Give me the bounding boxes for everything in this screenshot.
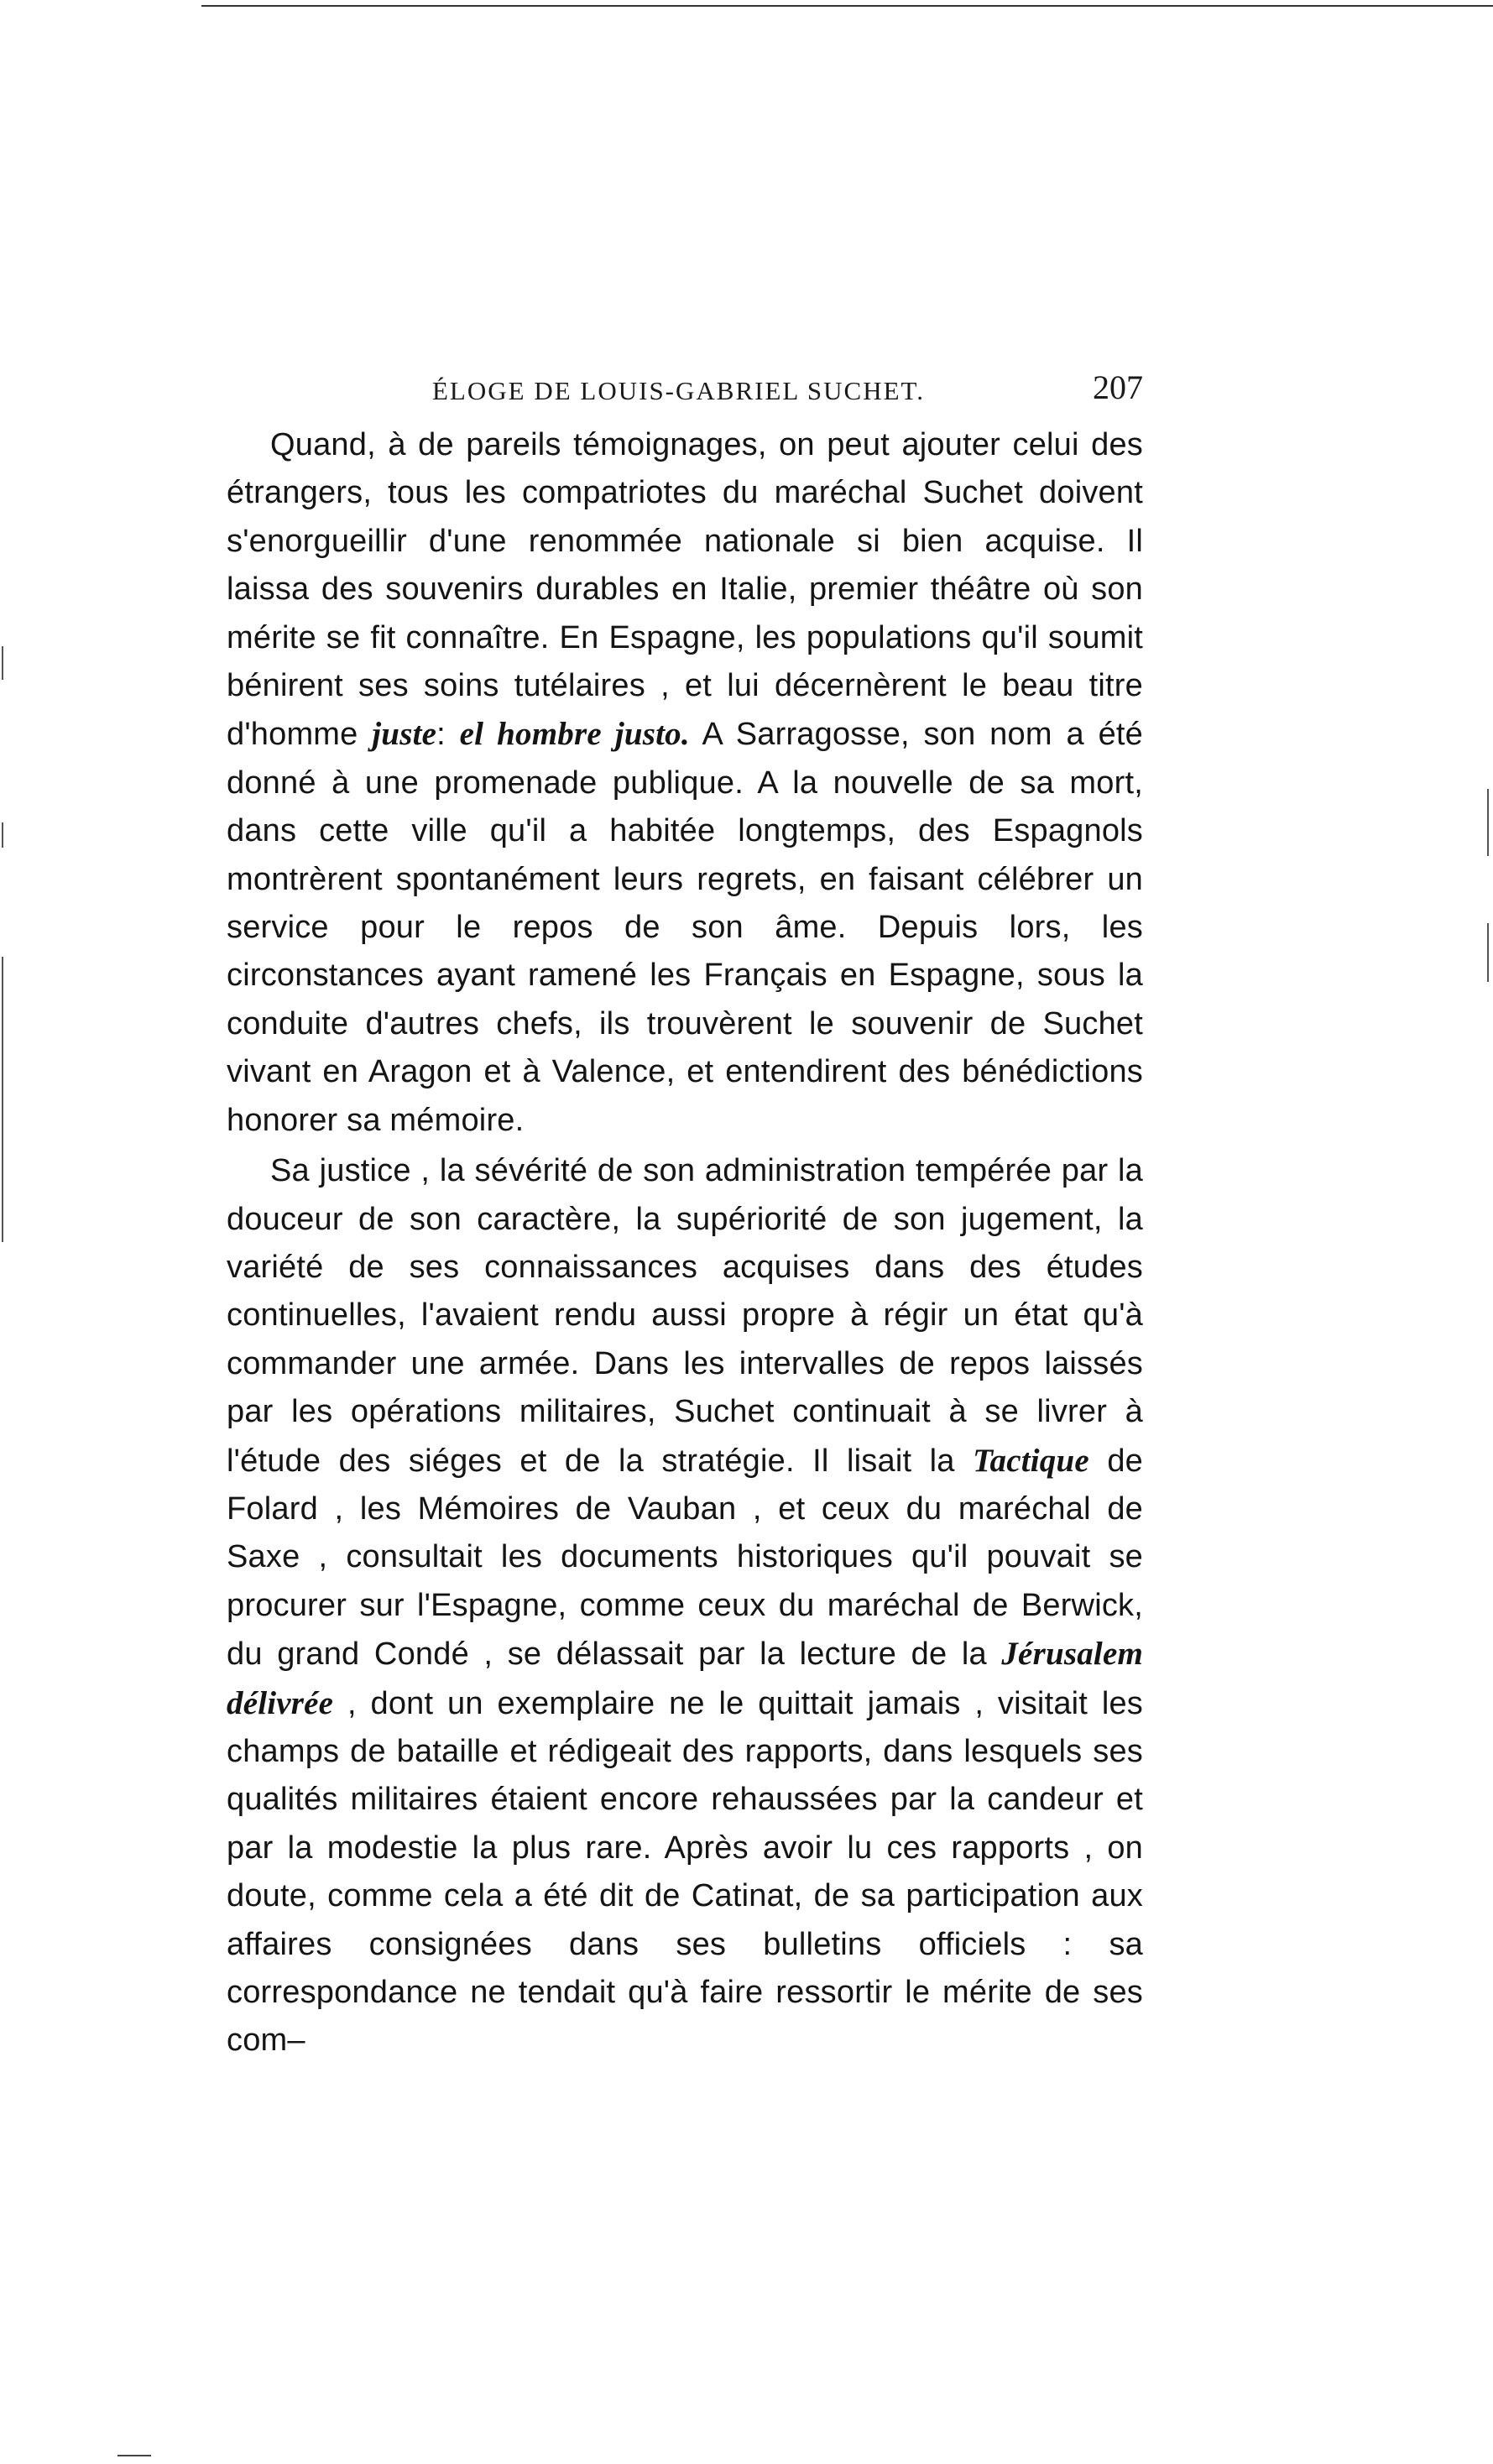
text-run: Sa justice , la sévérité de son administration tempérée par la douceur de son caractère, la supériorité de son jugement, la variété de ses connaissances acquises dans des études continuelles, l'avaient rendu aussi propre à régir un état qu'à commander une armée. Dans les intervalles de repos laissés par les opérations militaires, Suchet continuait à se livrer à l'étude des siéges et de la stratégie. Il lisait la xyxy=(227,1153,1143,1479)
margin-scan-mark xyxy=(2,822,3,848)
margin-scan-mark xyxy=(1487,789,1489,856)
text-run: , dont un exemplaire ne le quittait jamais , visitait les champs de bataille et rédigeait des rapports, dans lesquels ses qualités militaires étaient encore rehaussées par la candeur et par la modestie la plus rare. Après avoir lu ces rapports , on doute, comme cela a été dit de Catinat, de sa participation aux affaires consignées dans ses bulletins officiels : sa correspondance ne tendait qu'à faire ressortir le mérite de ses com– xyxy=(227,1685,1143,2059)
margin-scan-mark xyxy=(1487,923,1489,982)
running-title: ÉLOGE DE LOUIS-GABRIEL SUCHET. xyxy=(432,376,925,405)
margin-scan-mark xyxy=(2,646,3,680)
paragraph xyxy=(227,421,1143,1145)
body-text xyxy=(227,421,1143,2065)
top-edge-rule xyxy=(201,5,1493,7)
italic-run: Jérusalem délivrée xyxy=(227,1636,1143,1721)
paragraph xyxy=(227,1147,1143,2065)
italic-run: juste xyxy=(372,716,437,753)
text-run: de Folard , les Mémoires de Vauban , et ceux du maréchal de Saxe , consultait les documents historiques qu'il pouvait se procurer sur l'Espagne, comme ceux du maréchal de Berwick, du grand Condé , se délassait par la lecture de la xyxy=(227,1443,1143,1673)
page-header xyxy=(227,368,1143,410)
text-run: Quand, à de pareils témoignages, on peut ajouter celui des étrangers, tous les compatriotes du maréchal Suchet doivent s'enorgueillir d'une renommée nationale si bien acquise. Il laissa des souvenirs durables en Italie, premier théâtre où son mérite se fit connaître. En Espagne, les populations qu'il soumit bénirent ses soins tutélaires , et lui décernèrent le beau titre d'homme xyxy=(227,427,1143,753)
italic-run: el hombre justo. xyxy=(459,716,690,753)
italic-run: Tactique xyxy=(973,1442,1089,1479)
page-number: 207 xyxy=(1093,368,1143,406)
bottom-scan-mark xyxy=(117,2455,151,2456)
margin-scan-mark xyxy=(2,957,3,1242)
text-run: : xyxy=(436,717,460,753)
text-run: A Sarragosse, son nom a été donné à une promenade publique. A la nouvelle de sa mort, dans cette ville qu'il a habitée longtemps, des Espagnols montrèrent spontanément leurs regrets, en faisant célébrer un service pour le repos de son âme. Depuis lors, les circonstances ayant ramené les Français en Espagne, sous la conduite d'autres chefs, ils trouvèrent le souvenir de Suchet vivant en Aragon et à Valence, et entendirent des bénédictions honorer sa mémoire. xyxy=(227,717,1143,1138)
